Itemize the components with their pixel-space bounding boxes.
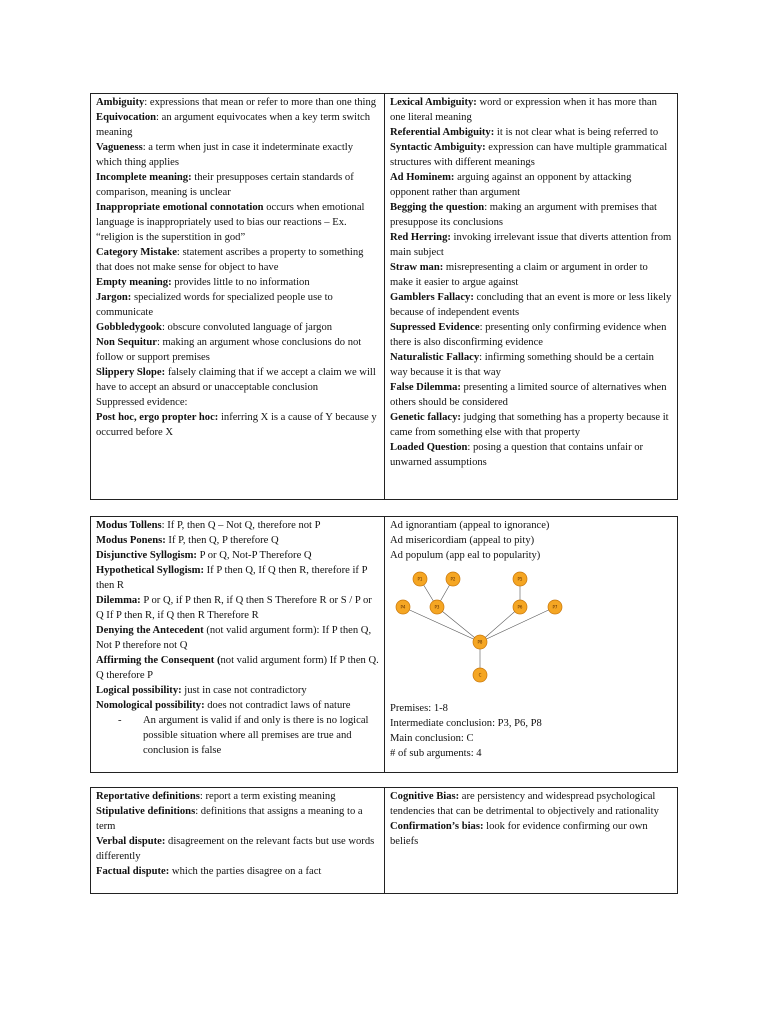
term: Vagueness (96, 142, 143, 153)
appeal-line: Ad populum (app eal to popularity) (390, 550, 541, 561)
definition-entry (96, 275, 379, 290)
argument-forms-left-column (91, 517, 385, 772)
definition-entry (96, 698, 379, 713)
definition-entry (96, 95, 379, 110)
definition: look for evidence confirming our own beliefs (390, 821, 648, 847)
term: Referential Ambiguity: (390, 127, 495, 138)
term: Empty meaning: (96, 277, 172, 288)
bullet-dash: - (118, 715, 122, 726)
definition: does not contradict laws of nature (204, 700, 351, 711)
definitions-left-column (91, 788, 385, 893)
definition-entry (96, 864, 379, 879)
diagram-node-label: C (478, 672, 482, 678)
definition-entry (96, 623, 379, 653)
term: Lexical Ambiguity: (390, 97, 477, 108)
definition: : a term when just in case it indeterminate exactly which thing applies (96, 142, 354, 168)
diagram-node-label: P3 (434, 604, 440, 610)
term: Category Mistake (96, 247, 177, 258)
diagram-node-label: P7 (552, 604, 558, 610)
definition: : statement ascribes a property to something that does not make sense for object to have (96, 247, 364, 273)
definition-entry (96, 140, 379, 170)
definition: : expressions that mean or refer to more than one thing (144, 97, 377, 108)
term: Cognitive Bias: (390, 791, 460, 802)
definition: it is not clear what is being referred to (494, 127, 659, 138)
definition-entry (96, 110, 379, 140)
definition: If P, then Q, P therefore Q (165, 535, 279, 546)
definition: misrepresenting a claim or argument in order to make it easier to argue against (390, 262, 648, 288)
definition-entry (96, 683, 379, 698)
definition: arguing against an opponent by attacking opponent rather than argument (390, 172, 632, 198)
definition: word or expression when it has more than one literal meaning (390, 97, 657, 123)
term: Naturalistic Fallacy (390, 352, 480, 363)
definitions-table (90, 787, 678, 894)
definition: : obscure convoluted language of jargon (161, 322, 333, 333)
term: Equivocation (96, 112, 157, 123)
term: Ambiguity (96, 97, 145, 108)
term: Straw man: (390, 262, 444, 273)
definitions-right-column (385, 788, 677, 893)
definition: are persistency and widespread psychological tendencies that can be detrimental to objectively and rationality (390, 791, 659, 817)
definition: (not valid argument form): If P then Q, Not P therefore not Q (96, 625, 372, 651)
definition-entry (96, 593, 379, 623)
definition: specialized words for specialized people use to communicate (96, 292, 333, 318)
argument-diagram-svg (390, 567, 590, 691)
definition-entry (390, 789, 672, 819)
definition: falsely claiming that if we accept a claim we will have to accept an absurd or unacceptable conclusion (96, 367, 376, 393)
diagram-summary-line: # of sub arguments: 4 (390, 748, 482, 759)
term: Confirmation’s bias: (390, 821, 484, 832)
definition-entry (96, 653, 379, 683)
definition: invoking irrelevant issue that diverts attention from main subject (390, 232, 672, 258)
definition-entry (390, 260, 672, 290)
term: Inappropriate emotional connotation (96, 202, 264, 213)
definition: inferring X is a cause of Y because y occurred before X (96, 412, 377, 438)
definition: P or Q, if P then R, if Q then S Therefore R or S / P or Q If P then R, if Q then R Therefore R (96, 595, 372, 621)
bullet-text: An argument is valid if and only is there is no logical possible situation where all premises are true and conclusion is false (143, 715, 369, 756)
definition-entry (390, 320, 672, 350)
definition-entry (96, 834, 379, 864)
fallacies-right-column (385, 94, 677, 499)
term: Supressed Evidence (390, 322, 480, 333)
definition-entry (390, 125, 672, 140)
diagram-summary-line: Main conclusion: C (390, 733, 474, 744)
diagram-node-label: P1 (417, 576, 423, 582)
diagram-node (548, 600, 562, 614)
definition: presenting a limited source of alternatives when others should be considered (390, 382, 667, 408)
term: Slippery Slope: (96, 367, 166, 378)
term: Modus Tollens (96, 520, 162, 531)
definition-entry (96, 320, 379, 335)
diagram-node (430, 600, 444, 614)
definition-entry (390, 140, 672, 170)
definition-entry (390, 410, 672, 440)
definition: If P then Q, If Q then R, therefore if P then R (96, 565, 368, 591)
diagram-nodes (396, 572, 562, 682)
diagram-node (473, 635, 487, 649)
term: Begging the question (390, 202, 485, 213)
diagram-node (446, 572, 460, 586)
definition-entry (96, 245, 379, 275)
definition: : posing a question that contains unfair or unwarned assumptions (390, 442, 644, 468)
diagram-summary-line: Intermediate conclusion: P3, P6, P8 (390, 718, 542, 729)
definition: : presenting only confirming evidence when there is also disconfirming evidence (390, 322, 667, 348)
diagram-node-label: P5 (517, 576, 523, 582)
term: False Dilemma: (390, 382, 461, 393)
definition-entry (96, 789, 379, 804)
definition: Suppressed evidence: (96, 397, 188, 408)
term: Genetic fallacy: (390, 412, 461, 423)
term: Ad Hominem: (390, 172, 455, 183)
definition-entry (96, 335, 379, 365)
definition: : an argument equivocates when a key term switch meaning (96, 112, 371, 138)
definition: : definitions that assigns a meaning to a term (96, 806, 363, 832)
term: Loaded Question (390, 442, 468, 453)
term: Post hoc, ergo propter hoc: (96, 412, 219, 423)
definition: concluding that an event is more or less likely because of independent events (390, 292, 672, 318)
definition-entry (390, 290, 672, 320)
diagram-node-label: P2 (450, 576, 456, 582)
definition: expression can have multiple grammatical structures with different meanings (390, 142, 668, 168)
definition-entry (390, 380, 672, 410)
argument-diagram (390, 567, 590, 691)
definition: P or Q, Not-P Therefore Q (196, 550, 312, 561)
term: Gobbledygook (96, 322, 162, 333)
definition-entry (96, 563, 379, 593)
definition-entry (96, 290, 379, 320)
definition-entry (390, 350, 672, 380)
definition-entry (390, 230, 672, 260)
term: Non Sequitur (96, 337, 157, 348)
fallacies-left-column (91, 94, 385, 499)
definition: occurs when emotional language is inappropriately used to bias our reactions – Ex. “religion is the superstition in god” (96, 202, 365, 243)
definition: their presupposes certain standards of comparison, meaning is unclear (96, 172, 354, 198)
term: Logical possibility: (96, 685, 182, 696)
diagram-node (413, 572, 427, 586)
definition: judging that something has a property because it came from something else with that property (390, 412, 669, 438)
definition-entry (96, 518, 379, 533)
term: Reportative definitions (96, 791, 200, 802)
term: Jargon: (96, 292, 132, 303)
definition: not valid argument form) If P then Q. Q therefore P (96, 655, 379, 681)
definition: disagreement on the relevant facts but use words differently (96, 836, 375, 862)
definition-entry (96, 365, 379, 395)
term: Dilemma: (96, 595, 141, 606)
definition-entry (96, 548, 379, 563)
term: Denying the Antecedent (96, 625, 204, 636)
definition-entry (390, 440, 672, 470)
argument-forms-table (90, 516, 678, 773)
validity-bullet (118, 713, 379, 758)
diagram-node (513, 600, 527, 614)
term: Verbal dispute: (96, 836, 166, 847)
definition-entry (96, 200, 379, 245)
diagram-node-label: P4 (400, 604, 406, 610)
term: Stipulative definitions (96, 806, 196, 817)
term: Hypothetical Syllogism: (96, 565, 204, 576)
definition: : making an argument with premises that presuppose its conclusions (390, 202, 657, 228)
definition: : infirming something should be a certain way because it is that way (390, 352, 654, 378)
definition: which the parties disagree on a fact (169, 866, 322, 877)
definition-entry (390, 170, 672, 200)
term: Gamblers Fallacy: (390, 292, 474, 303)
definition-entry (96, 804, 379, 834)
diagram-node-label: P8 (477, 639, 483, 645)
definition-entry (96, 395, 379, 410)
term: Affirming the Consequent ( (96, 655, 221, 666)
term: Nomological possibility: (96, 700, 205, 711)
diagram-node (396, 600, 410, 614)
term: Modus Ponens: (96, 535, 166, 546)
definition-entry (390, 95, 672, 125)
diagram-node (513, 572, 527, 586)
diagram-node (473, 668, 487, 682)
definition: : If P, then Q – Not Q, therefore not P (161, 520, 321, 531)
term: Syntactic Ambiguity: (390, 142, 486, 153)
term: Incomplete meaning: (96, 172, 192, 183)
diagram-summary-line: Premises: 1-8 (390, 703, 448, 714)
definition: just in case not contradictory (181, 685, 307, 696)
appeal-line: Ad ignorantiam (appeal to ignorance) (390, 520, 550, 531)
fallacies-table (90, 93, 678, 500)
definition: : making an argument whose conclusions do not follow or support premises (96, 337, 362, 363)
appeal-line: Ad misericordiam (appeal to pity) (390, 535, 535, 546)
definition: provides little to no information (171, 277, 310, 288)
term: Disjunctive Syllogism: (96, 550, 197, 561)
definition-entry (96, 410, 379, 440)
argument-forms-right-column (385, 517, 677, 772)
diagram-node-label: P6 (517, 604, 523, 610)
term: Factual dispute: (96, 866, 170, 877)
definition-entry (96, 170, 379, 200)
definition-entry (390, 200, 672, 230)
definition-entry (96, 533, 379, 548)
definition: : report a term existing meaning (199, 791, 336, 802)
term: Red Herring: (390, 232, 451, 243)
definition-entry (390, 819, 672, 849)
